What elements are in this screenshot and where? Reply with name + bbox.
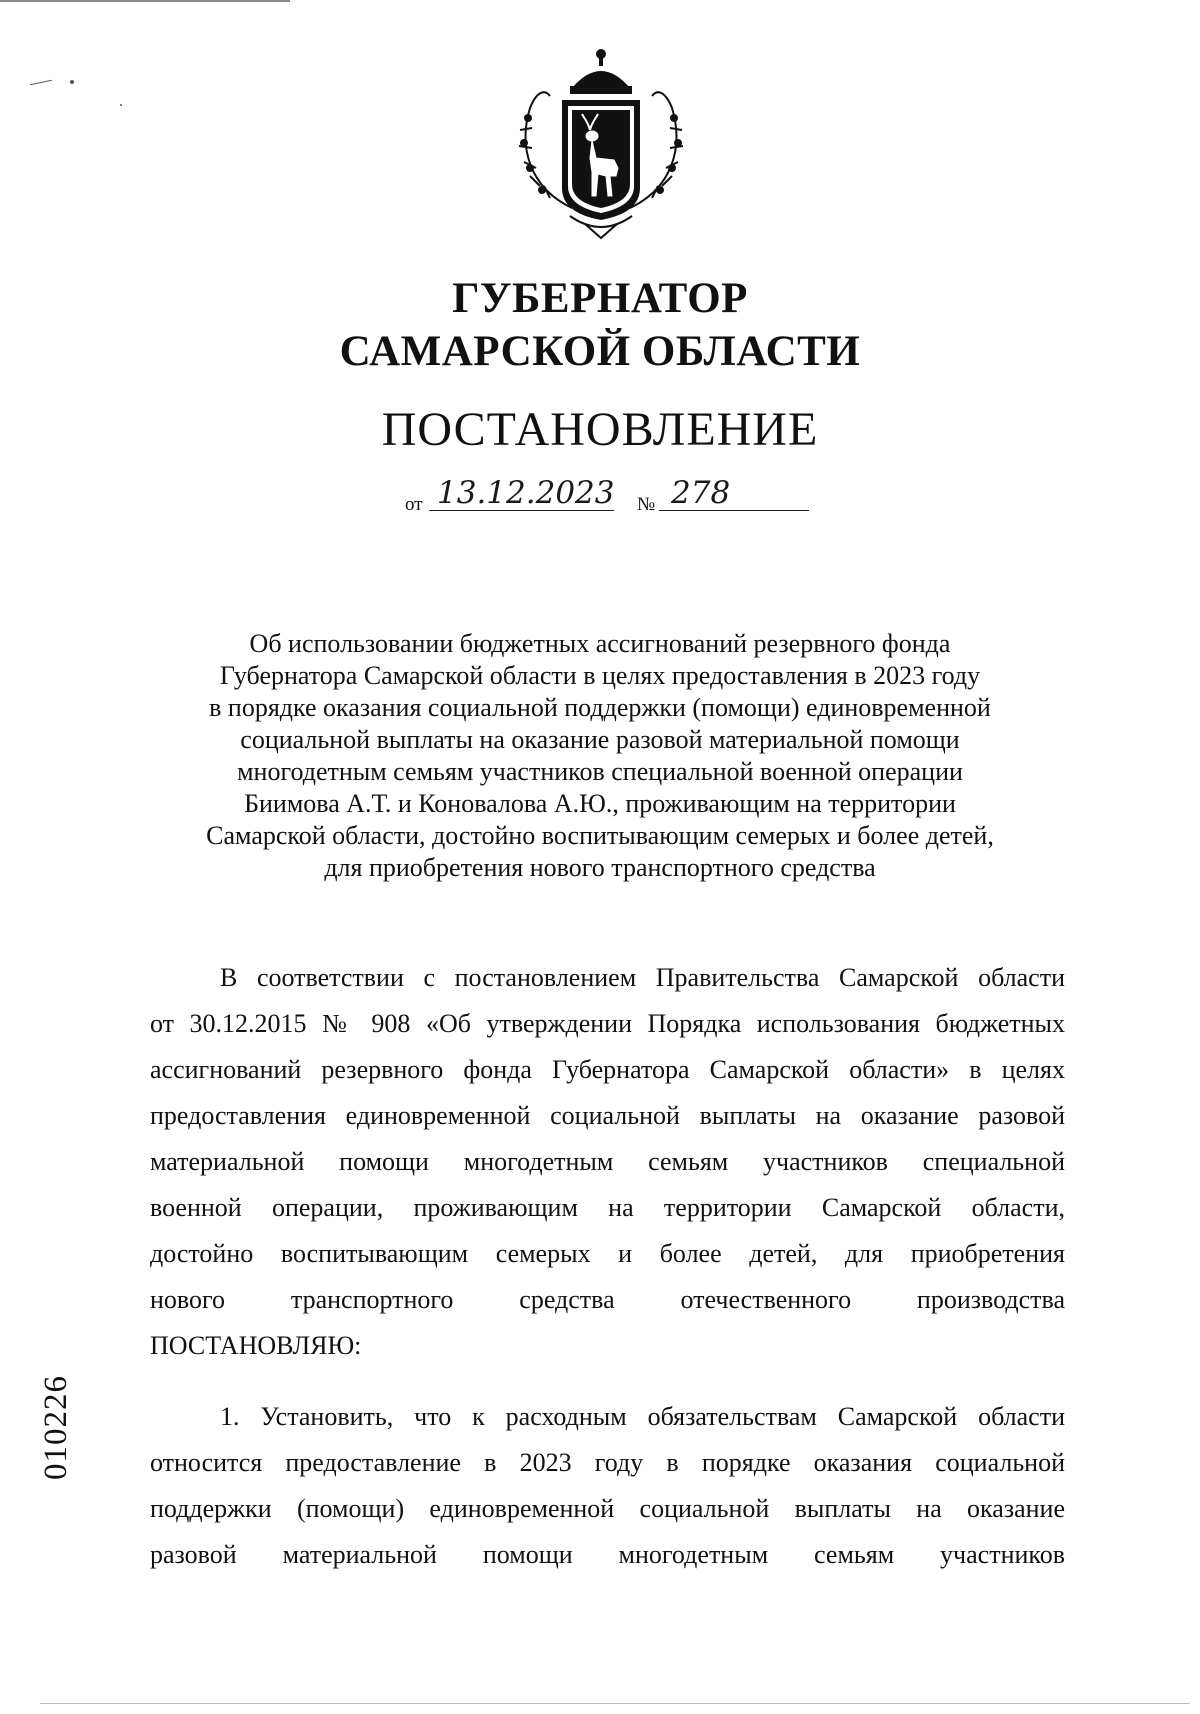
body-line: 1. Установить, что к расходным обязательствам Самарской области xyxy=(220,1402,1065,1431)
issuing-authority xyxy=(0,272,1200,378)
body-line: предоставления единовременной социальной выплаты на оказание разовой xyxy=(150,1101,1065,1130)
coat-of-arms-emblem xyxy=(510,48,692,248)
subject-line: многодетным семьям участников специальной военной операции xyxy=(237,757,963,786)
authority-line-2: САМАРСКОЙ ОБЛАСТИ xyxy=(339,328,861,375)
scan-artifact-line xyxy=(40,1703,1190,1704)
body-line: материальной помощи многодетным семьям участников специальной xyxy=(150,1147,1065,1176)
scan-speck xyxy=(30,80,52,86)
body-line: разовой материальной помощи многодетным семьям участников xyxy=(150,1540,1065,1569)
subject-line: Самарской области, достойно воспитывающим семерых и более детей, xyxy=(206,821,994,850)
body-line: В соответствии с постановлением Правительства Самарской области xyxy=(220,963,1065,992)
scan-speck xyxy=(70,80,74,84)
scan-artifact-line xyxy=(0,0,290,2)
body-line: нового транспортного средства отечественного производства xyxy=(150,1285,1065,1314)
document-subject xyxy=(170,628,1030,884)
subject-line: для приобретения нового транспортного средства xyxy=(324,853,876,882)
subject-line: Об использовании бюджетных ассигнований резервного фонда xyxy=(249,629,951,658)
date-from-label: от xyxy=(405,494,423,515)
number-label: № xyxy=(637,494,656,515)
body-line: от 30.12.2015 № 908 «Об утверждении Порядка использования бюджетных xyxy=(150,1009,1065,1038)
authority-line-1: ГУБЕРНАТОР xyxy=(452,275,748,322)
body-line: достойно воспитывающим семерых и более детей, для приобретения xyxy=(150,1239,1065,1268)
subject-line: Биимова А.Т. и Коновалова А.Ю., проживающим на территории xyxy=(244,789,956,818)
body-line: относится предоставление в 2023 году в порядке оказания социальной xyxy=(150,1448,1065,1477)
scan-speck xyxy=(120,104,122,106)
preamble-paragraph xyxy=(150,955,1065,1369)
clause-1-paragraph xyxy=(150,1394,1065,1578)
resolution-keyword: ПОСТАНОВЛЯЮ: xyxy=(150,1331,362,1360)
subject-line: в порядке оказания социальной поддержки (помощи) единовременной xyxy=(209,693,991,722)
document-type-title: ПОСТАНОВЛЕНИЕ xyxy=(381,403,819,456)
handwritten-number: 278 xyxy=(671,475,731,511)
subject-line: социальной выплаты на оказание разовой материальной помощи xyxy=(240,725,960,754)
body-line: поддержки (помощи) единовременной социальной выплаты на оказание xyxy=(150,1494,1065,1523)
subject-line: Губернатора Самарской области в целях предоставления в 2023 году xyxy=(219,661,981,690)
body-line: военной операции, проживающим на территории Самарской области, xyxy=(150,1193,1065,1222)
margin-serial-number: 010226 xyxy=(38,1375,74,1480)
handwritten-date: 13.12.2023 xyxy=(437,475,615,511)
body-line: ассигнований резервного фонда Губернатора Самарской области» в целях xyxy=(150,1055,1065,1084)
